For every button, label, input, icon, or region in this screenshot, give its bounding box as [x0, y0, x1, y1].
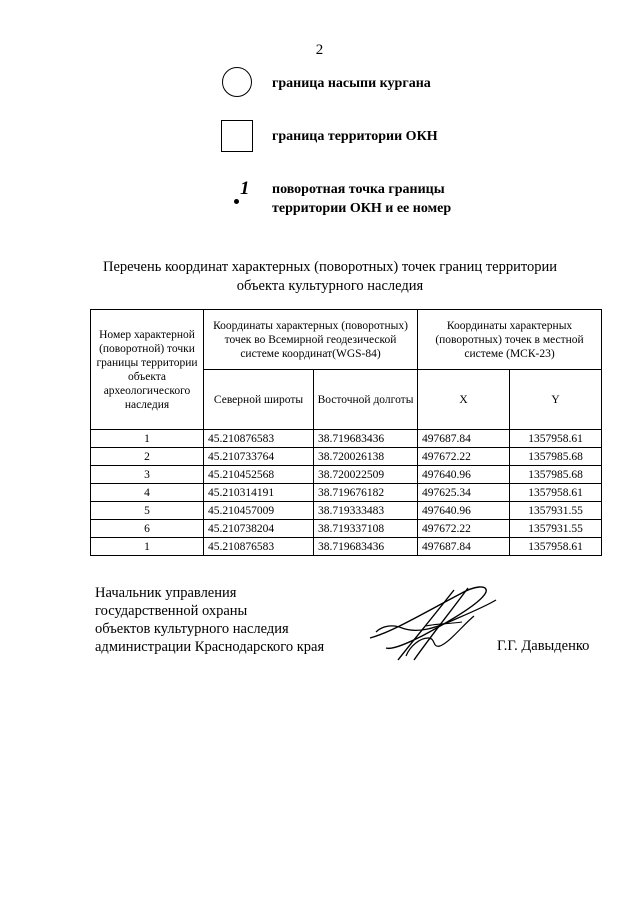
cell-lat: 45.210452568	[204, 466, 314, 484]
cell-y: 1357931.55	[510, 520, 602, 538]
signatory-title	[95, 584, 324, 656]
header-east-longitude: Восточной долготы	[314, 370, 418, 430]
table-row	[91, 430, 602, 448]
cell-point: 1	[91, 538, 204, 556]
cell-point: 2	[91, 448, 204, 466]
cell-point: 1	[91, 430, 204, 448]
cell-point: 5	[91, 502, 204, 520]
cell-x: 497672.22	[418, 448, 510, 466]
legend-label-territory: граница территории ОКН	[272, 129, 438, 144]
cell-lon: 38.719683436	[314, 430, 418, 448]
cell-y: 1357931.55	[510, 502, 602, 520]
table-row	[91, 466, 602, 484]
signatory-line: администрации Краснодарского края	[95, 639, 325, 655]
header-msk23: Координаты характерных (поворотных) точек в местной системе (МСК-23)	[418, 310, 602, 370]
cell-x: 497640.96	[418, 502, 510, 520]
coordinates-table	[90, 309, 602, 556]
cell-y: 1357958.61	[510, 430, 602, 448]
table-row	[91, 538, 602, 556]
cell-y: 1357958.61	[510, 484, 602, 502]
circle-symbol-icon	[222, 67, 252, 97]
table-row	[91, 520, 602, 538]
cell-x: 497687.84	[418, 538, 510, 556]
list-title: Перечень координат характерных (поворотных) точек границ территории объекта культурного наследия	[102, 259, 558, 294]
header-y: Y	[510, 370, 602, 430]
signer-name: Г.Г. Давыденко	[497, 638, 590, 654]
point-number: 1	[240, 178, 250, 199]
square-symbol-icon	[221, 120, 253, 152]
page-number: 2	[315, 42, 324, 58]
cell-y: 1357958.61	[510, 538, 602, 556]
cell-point: 6	[91, 520, 204, 538]
cell-x: 497672.22	[418, 520, 510, 538]
cell-lon: 38.719337108	[314, 520, 418, 538]
header-x: X	[418, 370, 510, 430]
header-point-number: Номер характерной (поворотной) точки границы территории объекта археологического наследия	[91, 310, 204, 430]
cell-point: 3	[91, 466, 204, 484]
cell-lat: 45.210876583	[204, 538, 314, 556]
legend-label-mound: граница насыпи кургана	[272, 76, 431, 91]
handwritten-signature	[362, 576, 502, 666]
cell-y: 1357985.68	[510, 448, 602, 466]
table-row	[91, 502, 602, 520]
cell-lon: 38.719333483	[314, 502, 418, 520]
cell-y: 1357985.68	[510, 466, 602, 484]
header-north-latitude: Северной широты	[204, 370, 314, 430]
cell-lat: 45.210738204	[204, 520, 314, 538]
header-wgs84: Координаты характерных (поворотных) точек во Всемирной геодезической системе координат(WGS-84)	[204, 310, 418, 370]
cell-x: 497687.84	[418, 430, 510, 448]
cell-lon: 38.719683436	[314, 538, 418, 556]
cell-lon: 38.719676182	[314, 484, 418, 502]
cell-lon: 38.720026138	[314, 448, 418, 466]
turning-point-icon	[234, 180, 256, 210]
table-row	[91, 484, 602, 502]
signatory-line: Начальник управления	[95, 585, 237, 601]
cell-x: 497625.34	[418, 484, 510, 502]
signatory-line: государственной охраны	[95, 603, 248, 619]
cell-lat: 45.210314191	[204, 484, 314, 502]
legend-label-turning-point: поворотная точка границы территории ОКН и ее номер	[272, 182, 452, 216]
cell-point: 4	[91, 484, 204, 502]
cell-lat: 45.210733764	[204, 448, 314, 466]
signatory-line: объектов культурного наследия	[95, 621, 289, 637]
point-dot	[234, 199, 239, 204]
cell-lat: 45.210876583	[204, 430, 314, 448]
cell-lat: 45.210457009	[204, 502, 314, 520]
table-row	[91, 448, 602, 466]
cell-x: 497640.96	[418, 466, 510, 484]
cell-lon: 38.720022509	[314, 466, 418, 484]
